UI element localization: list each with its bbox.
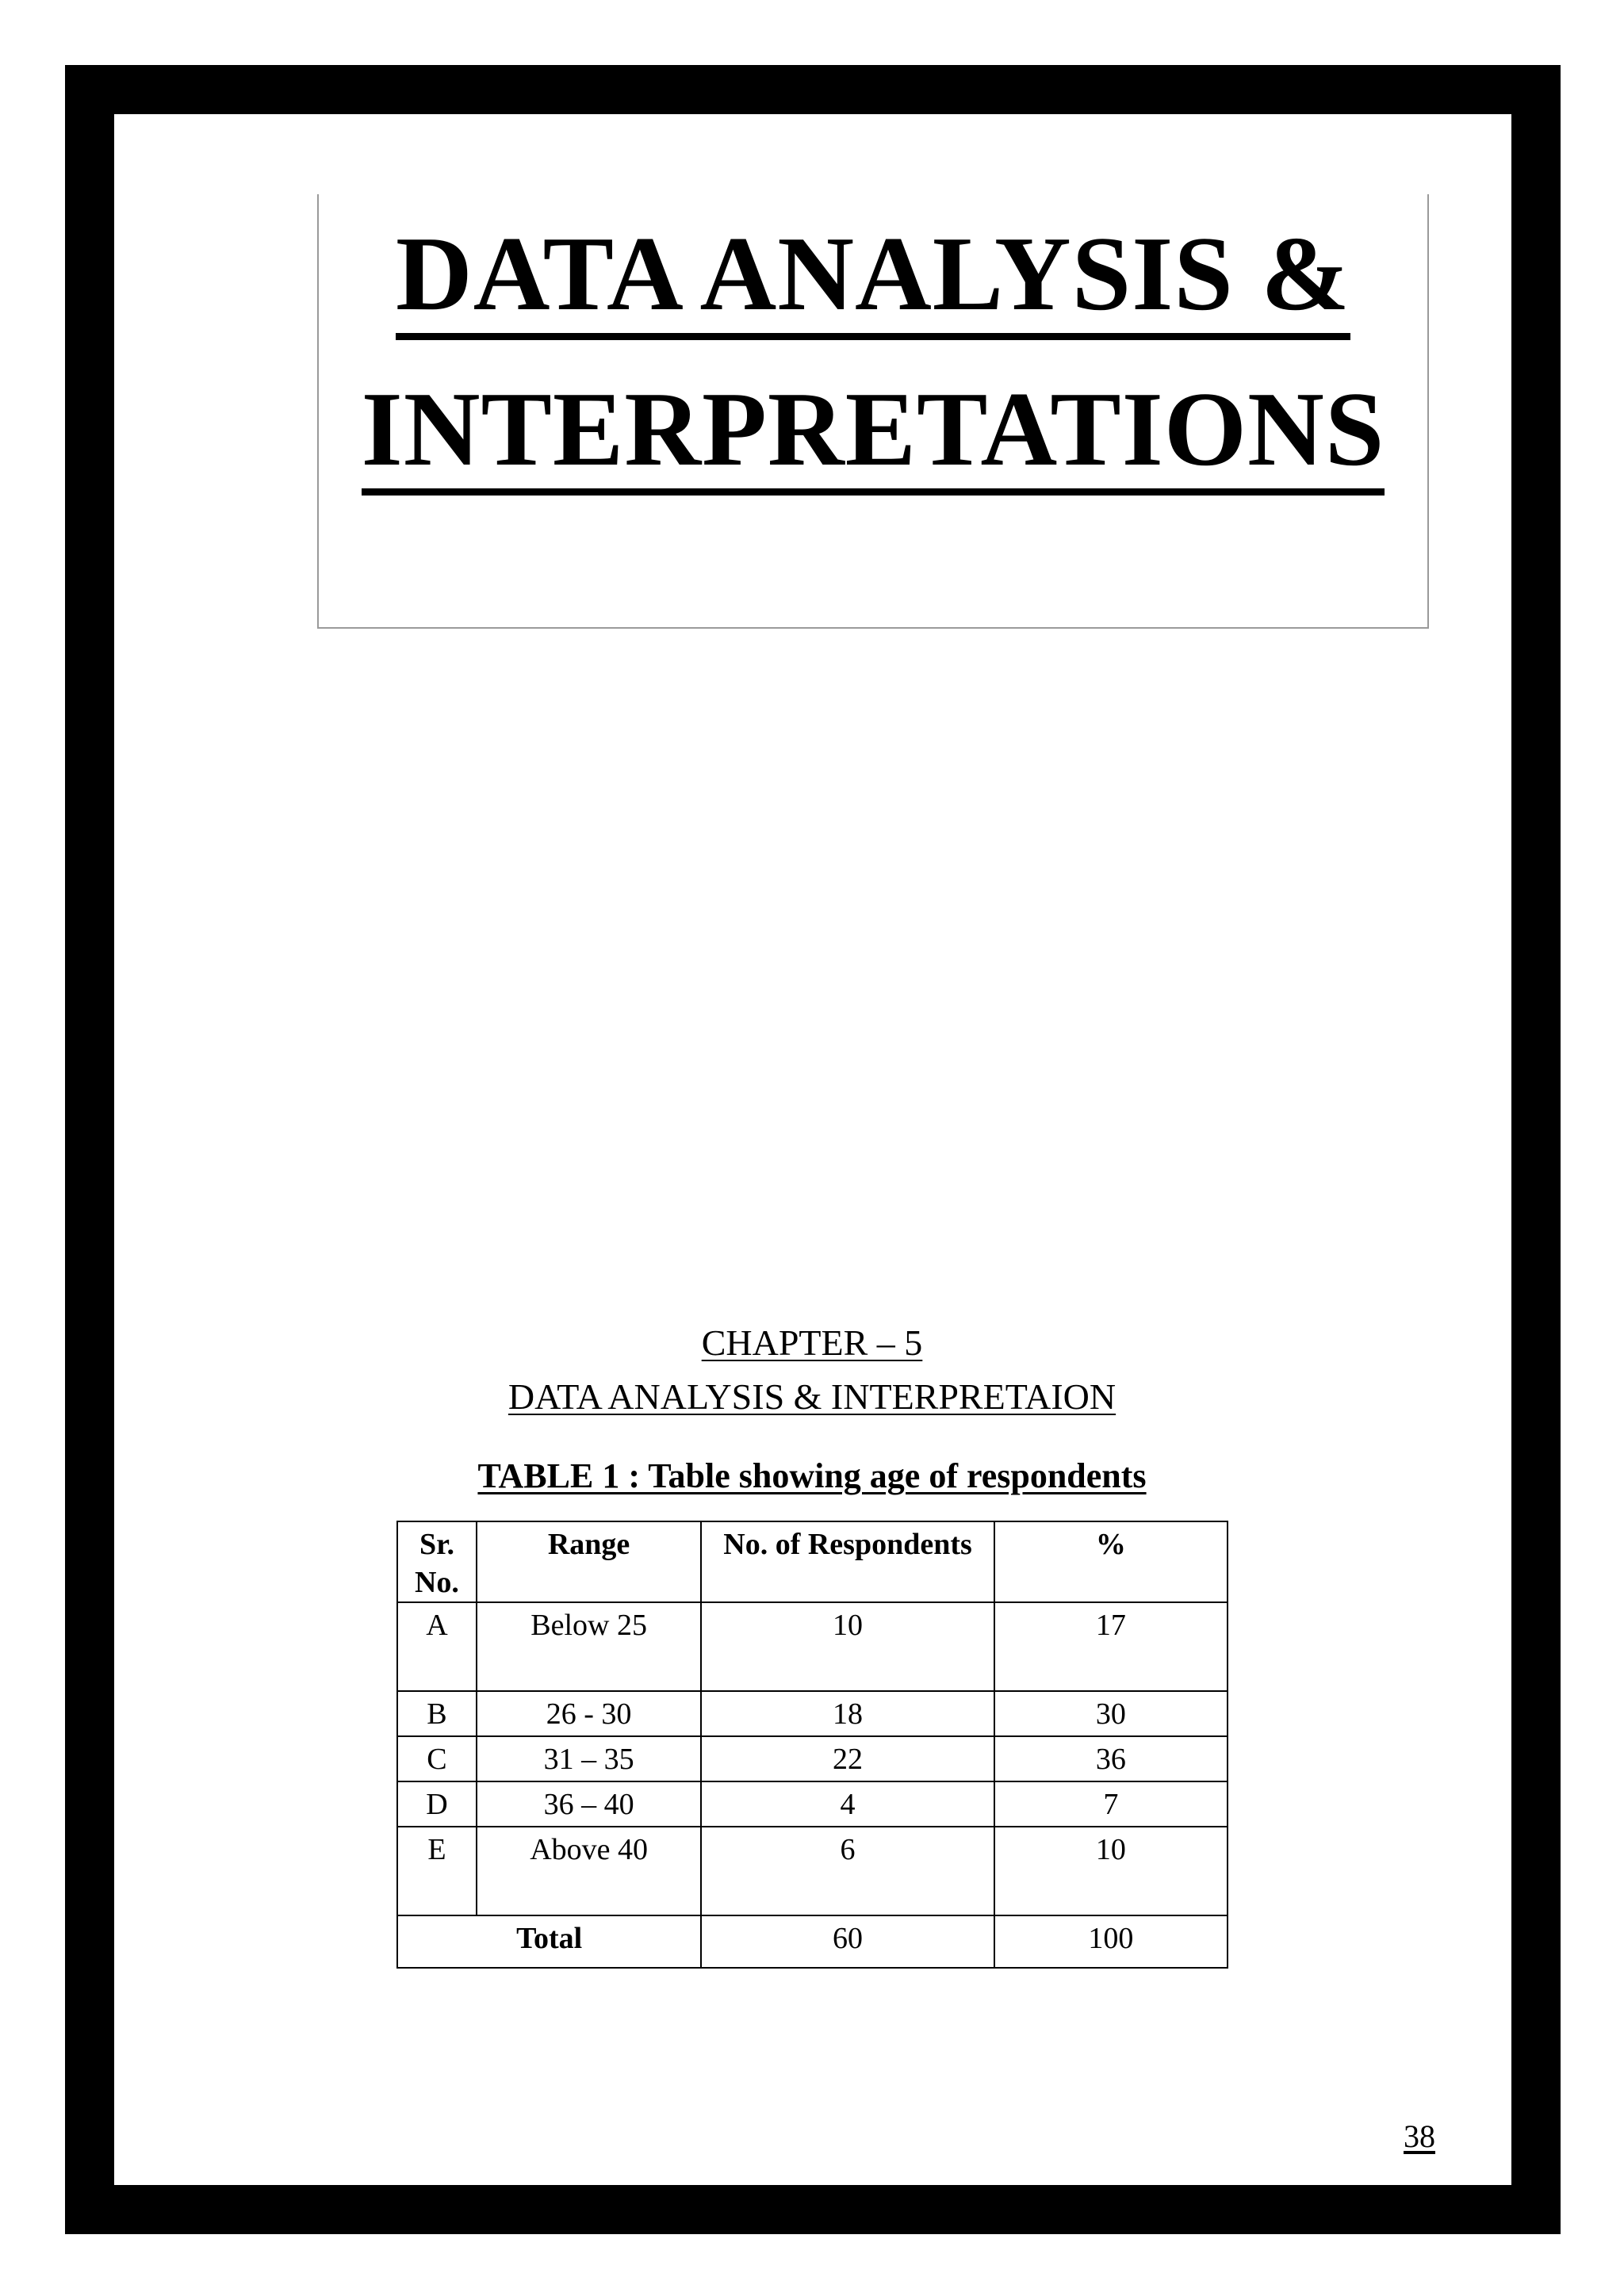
page-title-line-1: DATA ANALYSIS & (396, 214, 1350, 340)
cell-range: 36 – 40 (477, 1781, 701, 1827)
cell-sr: B (397, 1691, 477, 1736)
chapter-name (0, 1373, 1624, 1421)
cell-percent: 7 (994, 1781, 1228, 1827)
table-header-row (397, 1521, 1228, 1602)
page-title (319, 196, 1427, 507)
table-row (397, 1736, 1228, 1781)
cell-respondents: 22 (701, 1736, 994, 1781)
total-respondents: 60 (701, 1915, 994, 1968)
page-title-line-2: INTERPRETATIONS (362, 369, 1385, 496)
table-row (397, 1781, 1228, 1827)
cell-respondents: 4 (701, 1781, 994, 1827)
header-range: Range (477, 1521, 701, 1602)
cell-range: 26 - 30 (477, 1691, 701, 1736)
cell-sr: C (397, 1736, 477, 1781)
header-sr-no: Sr. No. (397, 1521, 477, 1602)
age-respondents-table (396, 1521, 1228, 1969)
cell-percent: 30 (994, 1691, 1228, 1736)
cell-sr: D (397, 1781, 477, 1827)
table-row (397, 1602, 1228, 1691)
chapter-number-text: CHAPTER – 5 (701, 1322, 923, 1363)
cell-respondents: 6 (701, 1827, 994, 1915)
page-number: 38 (1404, 2118, 1435, 2154)
cell-percent: 17 (994, 1602, 1228, 1691)
table-caption (0, 1452, 1624, 1500)
table-total-row (397, 1915, 1228, 1968)
cell-percent: 36 (994, 1736, 1228, 1781)
header-percent: % (994, 1521, 1228, 1602)
cell-range: Below 25 (477, 1602, 701, 1691)
title-box (317, 194, 1429, 629)
cell-respondents: 10 (701, 1602, 994, 1691)
cell-percent: 10 (994, 1827, 1228, 1915)
cell-range: Above 40 (477, 1827, 701, 1915)
table-row (397, 1827, 1228, 1915)
total-label: Total (397, 1915, 701, 1968)
table-row (397, 1691, 1228, 1736)
chapter-name-text: DATA ANALYSIS & INTERPRETAION (508, 1376, 1116, 1417)
total-percent: 100 (994, 1915, 1228, 1968)
cell-range: 31 – 35 (477, 1736, 701, 1781)
table-caption-text: TABLE 1 : Table showing age of respondents (477, 1456, 1147, 1495)
cell-respondents: 18 (701, 1691, 994, 1736)
cell-sr: A (397, 1602, 477, 1691)
chapter-number (0, 1319, 1624, 1367)
cell-sr: E (397, 1827, 477, 1915)
header-respondents: No. of Respondents (701, 1521, 994, 1602)
